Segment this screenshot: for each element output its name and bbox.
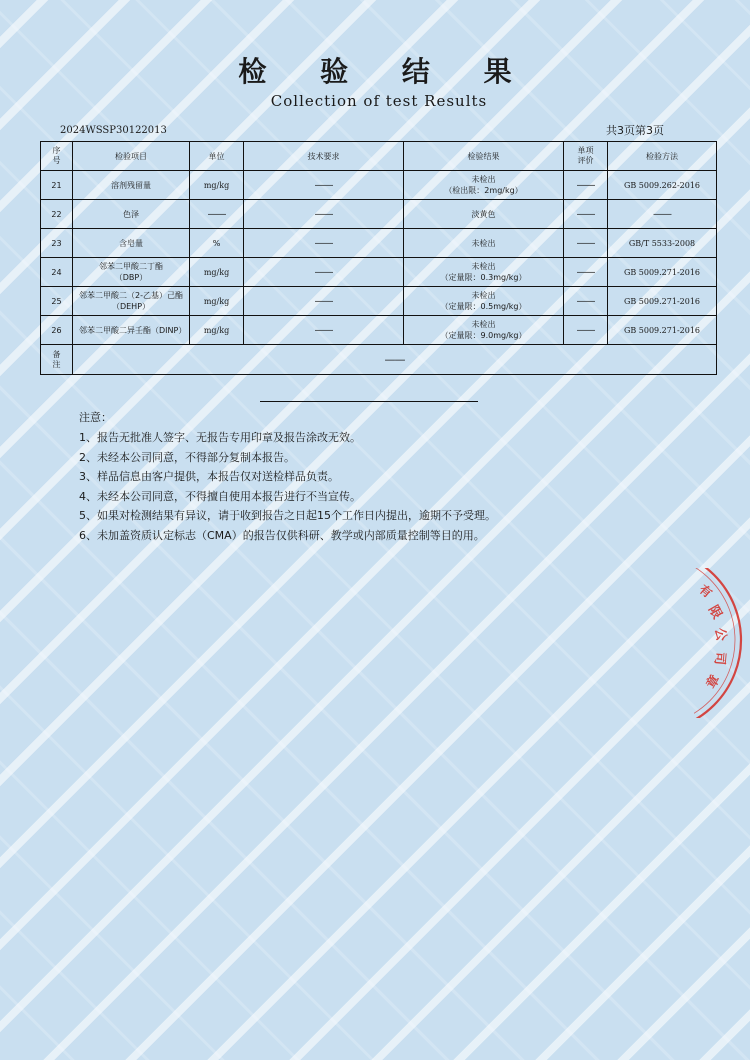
table-row	[41, 229, 717, 258]
column-header-unit: 单位	[190, 142, 244, 171]
remarks-value: ——	[73, 345, 717, 375]
cell-unit: mg/kg	[190, 316, 244, 345]
note-item: 6、未加盖资质认定标志（CMA）的报告仅供科研、教学或内部质量控制等目的用。	[79, 528, 485, 542]
cell-evaluation: ——	[564, 229, 608, 258]
svg-text:司: 司	[711, 651, 728, 666]
cell-no: 26	[41, 316, 73, 345]
cell-no: 24	[41, 258, 73, 287]
cell-requirement: ——	[244, 200, 404, 229]
cell-item: 含皂量	[73, 229, 190, 258]
notes-heading: 注意：	[79, 411, 112, 424]
table-row	[41, 316, 717, 345]
column-header-item: 检验项目	[73, 142, 190, 171]
cell-evaluation: ——	[564, 171, 608, 200]
report-title: 检 验 结 果	[238, 55, 534, 88]
cell-requirement: ——	[244, 171, 404, 200]
cell-item: 溶剂残留量	[73, 171, 190, 200]
cell-unit: mg/kg	[190, 258, 244, 287]
column-header-method: 检验方法	[608, 142, 717, 171]
table-row	[41, 200, 717, 229]
cell-item: 邻苯二甲酸二（2-乙基）己酯（DEHP）	[73, 287, 190, 316]
svg-text:限: 限	[705, 603, 725, 622]
remarks-row	[41, 345, 717, 375]
note-item: 5、如果对检测结果有异议，请于收到报告之日起15个工作日内提出，逾期不予受理。	[79, 509, 496, 522]
cell-method: GB 5009.271-2016	[608, 287, 717, 316]
notes-section	[79, 408, 679, 545]
cell-no: 22	[41, 200, 73, 229]
seal-icon	[694, 568, 750, 718]
cell-result: 未检出 （定量限：0.5mg/kg）	[404, 287, 564, 316]
note-item: 1、报告无批准人签字、无报告专用印章及报告涂改无效。	[79, 431, 361, 444]
cell-item: 邻苯二甲酸二异壬酯（DINP）	[73, 316, 190, 345]
cell-evaluation: ——	[564, 287, 608, 316]
column-header-evaluation: 单项评价	[564, 142, 608, 171]
cell-unit: %	[190, 229, 244, 258]
note-item: 2、未经本公司同意，不得部分复制本报告。	[79, 450, 295, 464]
section-divider	[260, 401, 478, 402]
cell-no: 23	[41, 229, 73, 258]
report-number: 2024WSSP30122013	[60, 125, 167, 136]
svg-text:章: 章	[703, 672, 724, 692]
cell-item: 色泽	[73, 200, 190, 229]
page-info: 共3页第3页	[606, 124, 664, 137]
note-item: 4、未经本公司同意，不得擅自使用本报告进行不当宣传。	[79, 489, 361, 503]
cell-result: 未检出	[404, 229, 564, 258]
cell-requirement: ——	[244, 258, 404, 287]
cell-requirement: ——	[244, 316, 404, 345]
column-header-result: 检验结果	[404, 142, 564, 171]
note-item: 3、样品信息由客户提供，本报告仅对送检样品负责。	[79, 470, 339, 483]
cell-no: 21	[41, 171, 73, 200]
cell-result: 未检出 （定量限：0.3mg/kg）	[404, 258, 564, 287]
table-row	[41, 171, 717, 200]
cell-no: 25	[41, 287, 73, 316]
cell-evaluation: ——	[564, 316, 608, 345]
cell-requirement: ——	[244, 287, 404, 316]
company-seal-stamp	[694, 568, 750, 718]
table-row	[41, 287, 717, 316]
report-subtitle: Collection of test Results	[270, 92, 488, 110]
cell-requirement: ——	[244, 229, 404, 258]
column-header-no: 序号	[41, 142, 73, 171]
cell-unit: mg/kg	[190, 287, 244, 316]
results-table	[40, 141, 717, 375]
svg-text:公: 公	[711, 626, 729, 643]
cell-method: GB 5009.271-2016	[608, 316, 717, 345]
cell-evaluation: ——	[564, 200, 608, 229]
cell-method: GB 5009.262-2016	[608, 171, 717, 200]
cell-method: GB 5009.271-2016	[608, 258, 717, 287]
cell-result: 未检出 （定量限：9.0mg/kg）	[404, 316, 564, 345]
cell-unit: mg/kg	[190, 171, 244, 200]
cell-result: 未检出 （检出限：2mg/kg）	[404, 171, 564, 200]
remarks-label: 备注	[41, 345, 73, 375]
cell-evaluation: ——	[564, 258, 608, 287]
table-header-row	[41, 142, 717, 171]
cell-result: 淡黄色	[404, 200, 564, 229]
cell-method: GB/T 5533-2008	[608, 229, 717, 258]
cell-item: 邻苯二甲酸二丁酯（DBP）	[73, 258, 190, 287]
cell-method: ——	[608, 200, 717, 229]
cell-unit: ——	[190, 200, 244, 229]
table-row	[41, 258, 717, 287]
svg-text:有: 有	[696, 582, 715, 601]
column-header-requirement: 技术要求	[244, 142, 404, 171]
